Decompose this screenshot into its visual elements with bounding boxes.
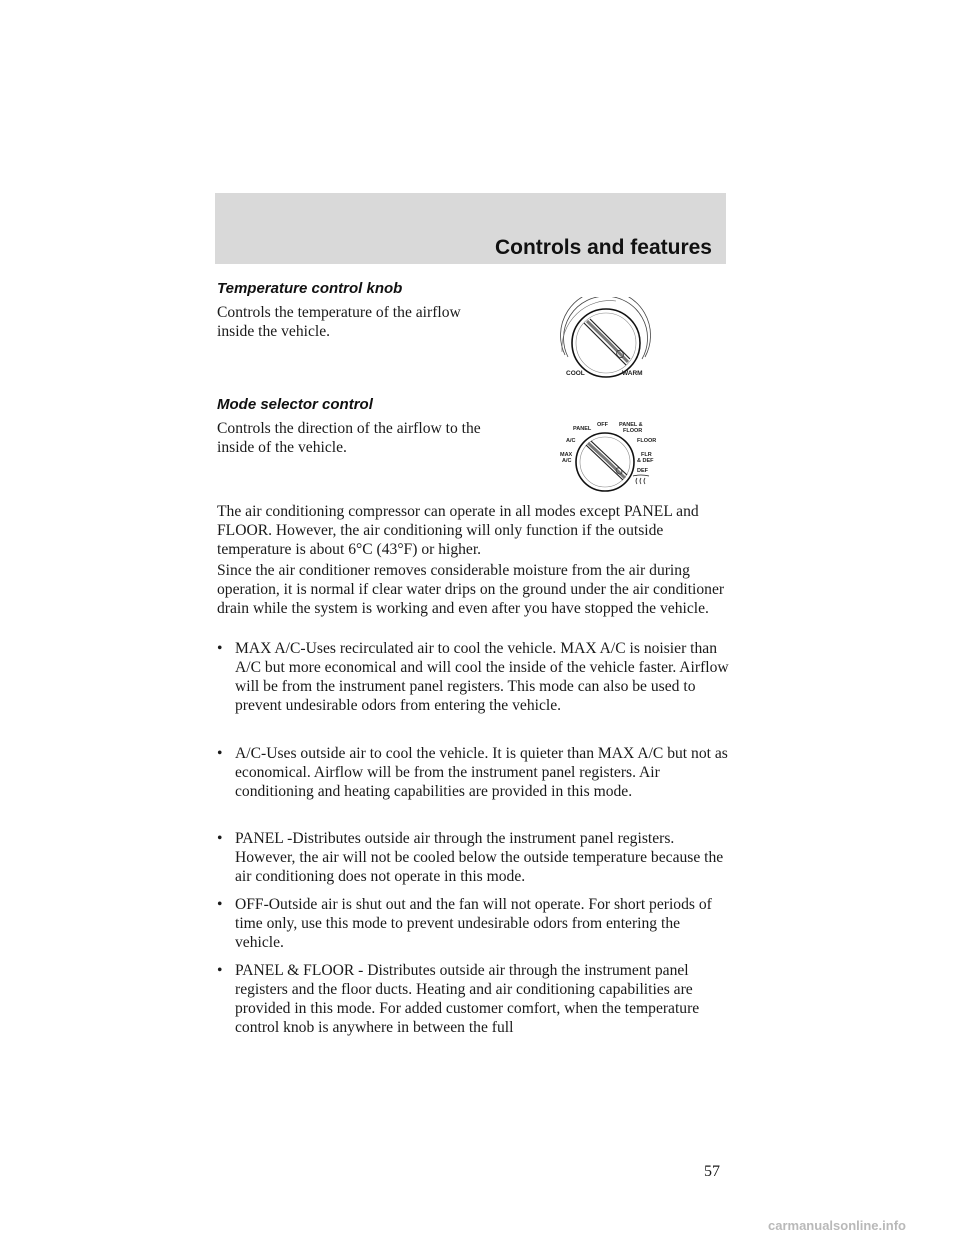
page-number: 57 bbox=[704, 1163, 720, 1180]
temperature-description: Controls the temperature of the airflow inside the vehicle. bbox=[217, 304, 461, 340]
mode-description: Controls the direction of the airflow to the inside of the vehicle. bbox=[217, 420, 481, 456]
bullet-text: MAX A/C-Uses recirculated air to cool the vehicle. MAX A/C is noisier than A/C but more economical and will cool the inside of the vehicle faster. Airflow will be from the instrument panel registers. This mode can also be used to prevent undesirable odors from entering the vehicle. bbox=[235, 640, 729, 714]
temperature-knob-illustration bbox=[556, 297, 656, 381]
panel-floor-label-line1: PANEL & bbox=[619, 422, 643, 428]
moisture-paragraph: Since the air conditioner removes considerable moisture from the air during operation, it is normal if clear water drips on the ground under the air conditioner drain while the system is working and even after you have stopped the vehicle. bbox=[217, 562, 725, 617]
warm-label: WARM bbox=[622, 370, 643, 377]
bullet-dot: • bbox=[217, 962, 223, 979]
mode-heading: Mode selector control bbox=[217, 396, 373, 413]
bullet-max-ac bbox=[217, 639, 729, 715]
panel-label: PANEL bbox=[573, 426, 592, 432]
off-label: OFF bbox=[597, 422, 608, 428]
max-ac-label-line1: MAX bbox=[560, 452, 573, 458]
bullet-off bbox=[217, 895, 729, 952]
flr-def-label-line1: FLR bbox=[641, 452, 652, 458]
watermark: carmanualsonline.info bbox=[768, 1218, 906, 1233]
def-label: DEF bbox=[637, 468, 648, 474]
flr-def-label-line2: & DEF bbox=[637, 458, 654, 464]
bullet-dot: • bbox=[217, 640, 223, 657]
bullet-ac bbox=[217, 744, 729, 801]
section-header-band bbox=[215, 193, 726, 264]
panel-floor-label-line2: FLOOR bbox=[623, 428, 643, 434]
section-title: Controls and features bbox=[494, 236, 712, 259]
bullet-text: PANEL -Distributes outside air through the instrument panel registers. However, the air will not be cooled below the outside temperature because the air conditioning does not operate in this mode. bbox=[235, 830, 724, 885]
bullet-text: A/C-Uses outside air to cool the vehicle. It is quieter than MAX A/C but not as economical. Airflow will be from the instrument panel registers. Air conditioning and heating capabilities are provided in this mode. bbox=[235, 745, 728, 800]
mode-knob-illustration bbox=[553, 418, 658, 498]
compressor-paragraph: The air conditioning compressor can operate in all modes except PANEL and FLOOR. However, the air conditioning will only function if the outside temperature is about 6°C (43°F) or higher. bbox=[217, 503, 699, 558]
bullet-dot: • bbox=[217, 830, 223, 847]
temperature-heading: Temperature control knob bbox=[217, 280, 403, 297]
bullet-dot: • bbox=[217, 745, 223, 762]
ac-label: A/C bbox=[566, 438, 576, 444]
max-ac-label-line2: A/C bbox=[562, 458, 572, 464]
defrost-icon bbox=[633, 475, 649, 484]
bullet-panel-floor bbox=[217, 961, 729, 1037]
floor-label: FLOOR bbox=[637, 438, 657, 444]
bullet-text: PANEL & FLOOR - Distributes outside air through the instrument panel registers and the floor ducts. Heating and air conditioning capabilities are provided in this mode. For added customer comfort, when the temperature control knob is anywhere in between the full bbox=[235, 962, 700, 1036]
cool-label: COOL bbox=[566, 370, 585, 377]
bullet-text: OFF-Outside air is shut out and the fan will not operate. For short periods of time only, use this mode to prevent undesirable odors from entering the vehicle. bbox=[235, 896, 712, 951]
bullet-panel bbox=[217, 829, 729, 886]
bullet-dot: • bbox=[217, 896, 223, 913]
